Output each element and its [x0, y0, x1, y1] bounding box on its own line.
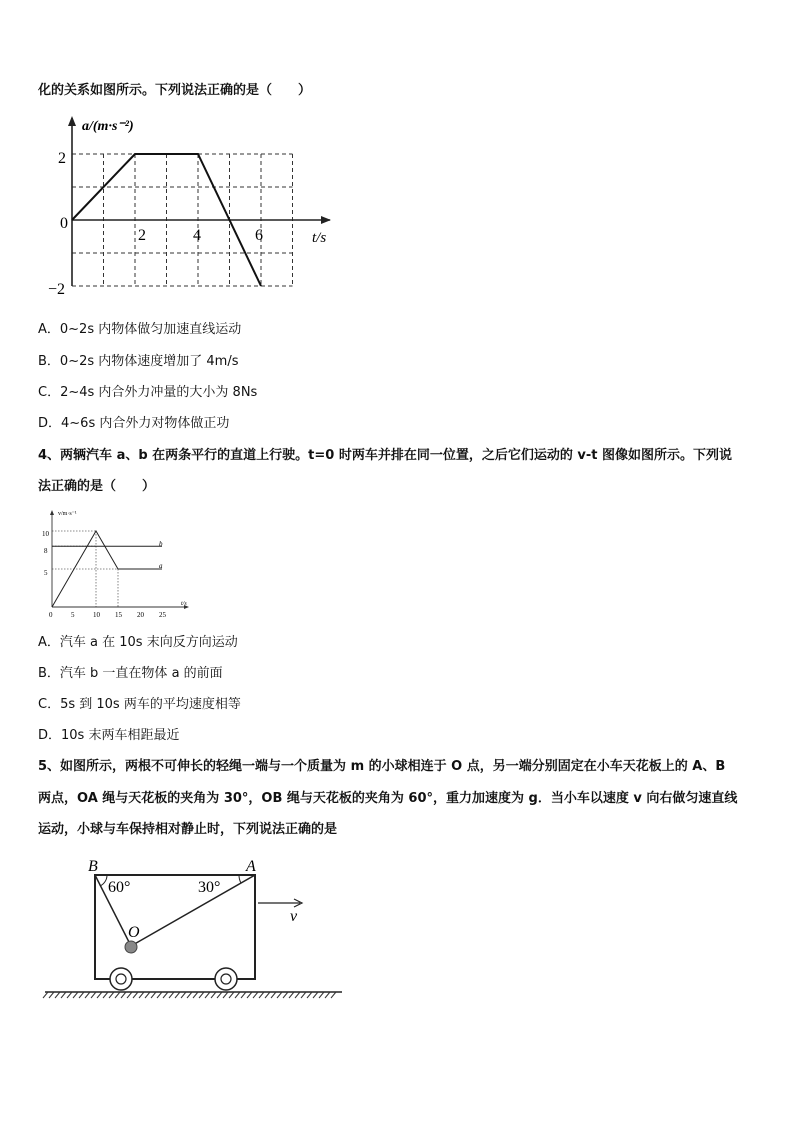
q4-vt-graph	[38, 506, 198, 622]
vt-ytick-5: 5	[44, 569, 48, 577]
ground-hatch-mark	[103, 992, 108, 998]
q5-stem-line2: 两点，OA 绳与天花板的夹角为 30°，OB 绳与天花板的夹角为 60°，重力加速度为 g．当小车以速度 v 向右做匀速直线	[38, 791, 738, 806]
vt-label-a: a	[159, 562, 163, 570]
ground-hatch-mark	[61, 992, 66, 998]
vt-xtick-20: 20	[137, 611, 144, 619]
ground-hatch-mark	[97, 992, 102, 998]
vt-axes	[50, 510, 189, 609]
ground-hatch-mark	[301, 992, 306, 998]
ground-hatch-mark	[277, 992, 282, 998]
wheel-right	[215, 968, 237, 990]
ground-hatch-mark	[115, 992, 120, 998]
label-angle-a: 30°	[198, 879, 221, 896]
ground-hatch-mark	[253, 992, 258, 998]
ground-hatch-mark	[73, 992, 78, 998]
ground-hatch-mark	[325, 992, 330, 998]
ground-hatch-mark	[133, 992, 138, 998]
ground-hatch-mark	[91, 992, 96, 998]
ground-hatch-mark	[55, 992, 60, 998]
q3-option-c: C．2~4s 内合外力冲量的大小为 8Ns	[38, 385, 258, 400]
vt-xtick-15: 15	[115, 611, 122, 619]
ground-hatch-mark	[163, 992, 168, 998]
ground-hatch-mark	[151, 992, 156, 998]
ground-hatch-mark	[85, 992, 90, 998]
ground-hatch-mark	[295, 992, 300, 998]
vt-ytick-8: 8	[44, 547, 48, 555]
vt-xtick-25: 25	[159, 611, 166, 619]
ground-hatch-mark	[187, 992, 192, 998]
q4-option-c: C．5s 到 10s 两车的平均速度相等	[38, 697, 241, 712]
q3-option-b: B．0~2s 内物体速度增加了 4m/s	[38, 354, 239, 369]
vt-label-b: b	[159, 540, 163, 548]
vt-xtick-10: 10	[93, 611, 100, 619]
ground-hatch-mark	[199, 992, 204, 998]
label-a: A	[246, 858, 256, 875]
at-y-arrow	[68, 116, 76, 126]
label-b: B	[88, 858, 98, 875]
angle-arc-a	[239, 875, 241, 883]
ball-o	[125, 941, 137, 953]
ground-hatch-mark	[175, 992, 180, 998]
q3-stem: 化的关系如图所示。下列说法正确的是（ ）	[38, 83, 312, 98]
ground-hatch-mark	[205, 992, 210, 998]
ground-hatch-mark	[169, 992, 174, 998]
ground-hatch-mark	[241, 992, 246, 998]
ground-hatch-mark	[217, 992, 222, 998]
vt-ytick-10: 10	[42, 530, 49, 538]
ground-hatch-mark	[331, 992, 336, 998]
q4-stem-line2: 法正确的是（ ）	[38, 479, 156, 494]
vt-y-arrow	[50, 510, 54, 515]
ground-hatch-mark	[313, 992, 318, 998]
at-xlabel: t/s	[312, 230, 327, 246]
vt-guides	[52, 531, 118, 607]
ground-hatch-mark	[67, 992, 72, 998]
ground-hatch-mark	[319, 992, 324, 998]
vt-xticks	[49, 611, 167, 619]
ground-hatch-mark	[229, 992, 234, 998]
at-x-arrow	[321, 216, 331, 224]
ground-hatch-mark	[247, 992, 252, 998]
ground-hatch-mark	[139, 992, 144, 998]
q3-option-d: D．4~6s 内合外力对物体做正功	[38, 416, 230, 431]
ground-hatch-mark	[49, 992, 54, 998]
at-xtick-2: 2	[138, 227, 146, 244]
label-velocity: v	[290, 908, 298, 925]
ground-hatch-mark	[109, 992, 114, 998]
ground-hatch-mark	[271, 992, 276, 998]
ground-hatch-mark	[223, 992, 228, 998]
vt-xlabel: t/s	[181, 601, 187, 607]
at-ytick-2: 2	[58, 150, 66, 167]
ground-hatch-mark	[193, 992, 198, 998]
q4-option-d: D．10s 末两车相距最近	[38, 728, 180, 743]
at-xtick-6: 6	[255, 227, 263, 244]
wheel-left	[110, 968, 132, 990]
ground-hatch	[43, 992, 336, 998]
ground-hatch-mark	[145, 992, 150, 998]
ground-hatch-mark	[289, 992, 294, 998]
label-o: O	[128, 924, 140, 941]
q5-stem-line3: 运动，小球与车保持相对静止时，下列说法正确的是	[38, 822, 338, 837]
ground-hatch-mark	[127, 992, 132, 998]
at-ylabel: a/(m·s⁻²)	[82, 119, 134, 134]
q5-cart-figure	[40, 855, 350, 1005]
q3-option-a: A．0~2s 内物体做匀加速直线运动	[38, 322, 242, 337]
ground-hatch-mark	[235, 992, 240, 998]
ground-hatch-mark	[259, 992, 264, 998]
vt-xtick-5: 5	[71, 611, 75, 619]
vt-ylabel: v/m·s⁻¹	[58, 511, 77, 517]
at-ytick-0: 0	[60, 215, 68, 232]
ground-hatch-mark	[121, 992, 126, 998]
at-ytick-neg2: −2	[48, 281, 66, 298]
ground-hatch-mark	[181, 992, 186, 998]
ground-hatch-mark	[307, 992, 312, 998]
q5-stem-line1: 5、如图所示，两根不可伸长的轻绳一端与一个质量为 m 的小球相连于 O 点，另一端分别固定在小车天花板上的 A、B	[38, 759, 726, 774]
ground-hatch-mark	[157, 992, 162, 998]
ground-hatch-mark	[43, 992, 48, 998]
q4-stem-line1: 4、两辆汽车 a、b 在两条平行的直道上行驶。t=0 时两车并排在同一位置，之后它们运动的 v-t 图像如图所示。下列说	[38, 448, 732, 463]
ground-hatch-mark	[283, 992, 288, 998]
ground-hatch-mark	[79, 992, 84, 998]
ground-hatch-mark	[265, 992, 270, 998]
q4-option-a: A．汽车 a 在 10s 末向反方向运动	[38, 635, 238, 650]
at-axes	[68, 116, 331, 286]
angle-arc-b	[100, 875, 107, 886]
at-xtick-4: 4	[193, 227, 201, 244]
q3-at-graph	[40, 112, 340, 304]
q4-option-b: B．汽车 b 一直在物体 a 的前面	[38, 666, 223, 681]
rope-oa	[131, 875, 255, 946]
label-angle-b: 60°	[108, 879, 131, 896]
ground-hatch-mark	[211, 992, 216, 998]
vt-xtick-0: 0	[49, 611, 53, 619]
